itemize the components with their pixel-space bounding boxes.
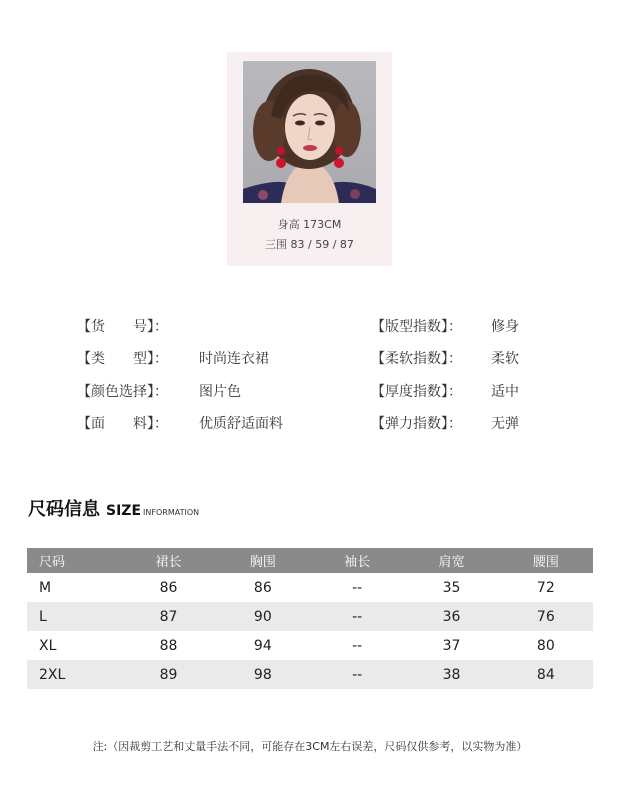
- size-table: [27, 548, 593, 689]
- table-cell: 36: [404, 602, 498, 631]
- table-cell: 86: [121, 573, 215, 602]
- table-cell: XL: [27, 631, 121, 660]
- table-cell: 86: [216, 573, 310, 602]
- table-row: [27, 573, 593, 602]
- attr-value: 时尚连衣裙: [199, 351, 269, 367]
- table-cell: 2XL: [27, 660, 121, 689]
- attr-label: 【柔软指数】：: [371, 351, 462, 367]
- table-cell: 35: [404, 573, 498, 602]
- attr-value: 无弹: [491, 416, 519, 432]
- size-section-title: [28, 495, 199, 521]
- table-cell: 84: [499, 660, 593, 689]
- attr-value: 图片色: [199, 384, 241, 400]
- attr-label: 【类 型】：: [77, 351, 168, 367]
- attr-value: 柔软: [491, 351, 519, 367]
- table-cell: 76: [499, 602, 593, 631]
- size-title-en-small: INFORMATION: [143, 508, 200, 517]
- header-length: 裙长: [121, 548, 215, 573]
- header-shoulder: 肩宽: [404, 548, 498, 573]
- table-row: [27, 660, 593, 689]
- table-cell: 72: [499, 573, 593, 602]
- attr-value: 优质舒适面料: [199, 416, 283, 432]
- table-row: [27, 631, 593, 660]
- table-cell: 89: [121, 660, 215, 689]
- table-cell: --: [310, 573, 404, 602]
- table-cell: L: [27, 602, 121, 631]
- attr-label: 【厚度指数】：: [371, 384, 462, 400]
- table-row: [27, 602, 593, 631]
- table-cell: --: [310, 660, 404, 689]
- attr-label: 【货 号】：: [77, 319, 168, 335]
- attr-label: 【颜色选择】：: [77, 384, 168, 400]
- size-title-zh: 尺码信息: [28, 499, 100, 520]
- header-bust: 胸围: [216, 548, 310, 573]
- table-cell: 90: [216, 602, 310, 631]
- table-cell: 94: [216, 631, 310, 660]
- table-cell: 98: [216, 660, 310, 689]
- measurement-note: 注:（因裁剪工艺和丈量手法不同，可能存在3CM左右误差，尺码仅供参考，以实物为准）: [92, 740, 528, 753]
- table-cell: 88: [121, 631, 215, 660]
- table-cell: --: [310, 631, 404, 660]
- attr-label: 【版型指数】：: [371, 319, 462, 335]
- model-portrait-image: [243, 61, 376, 203]
- table-cell: 38: [404, 660, 498, 689]
- attr-value: 修身: [491, 319, 519, 335]
- table-cell: M: [27, 573, 121, 602]
- table-cell: --: [310, 602, 404, 631]
- size-title-en: SIZE: [106, 503, 142, 519]
- model-height: 身高 173CM: [277, 218, 342, 231]
- table-header-row: [27, 548, 593, 573]
- table-cell: 80: [499, 631, 593, 660]
- model-measurements: 三围 83 / 59 / 87: [265, 238, 354, 251]
- attr-label: 【弹力指数】：: [371, 416, 462, 432]
- attr-label: 【面 料】：: [77, 416, 168, 432]
- header-size: 尺码: [27, 548, 121, 573]
- table-cell: 87: [121, 602, 215, 631]
- model-photo: [243, 61, 376, 203]
- header-waist: 腰围: [499, 548, 593, 573]
- table-cell: 37: [404, 631, 498, 660]
- attr-value: 适中: [491, 384, 519, 400]
- header-sleeve: 袖长: [310, 548, 404, 573]
